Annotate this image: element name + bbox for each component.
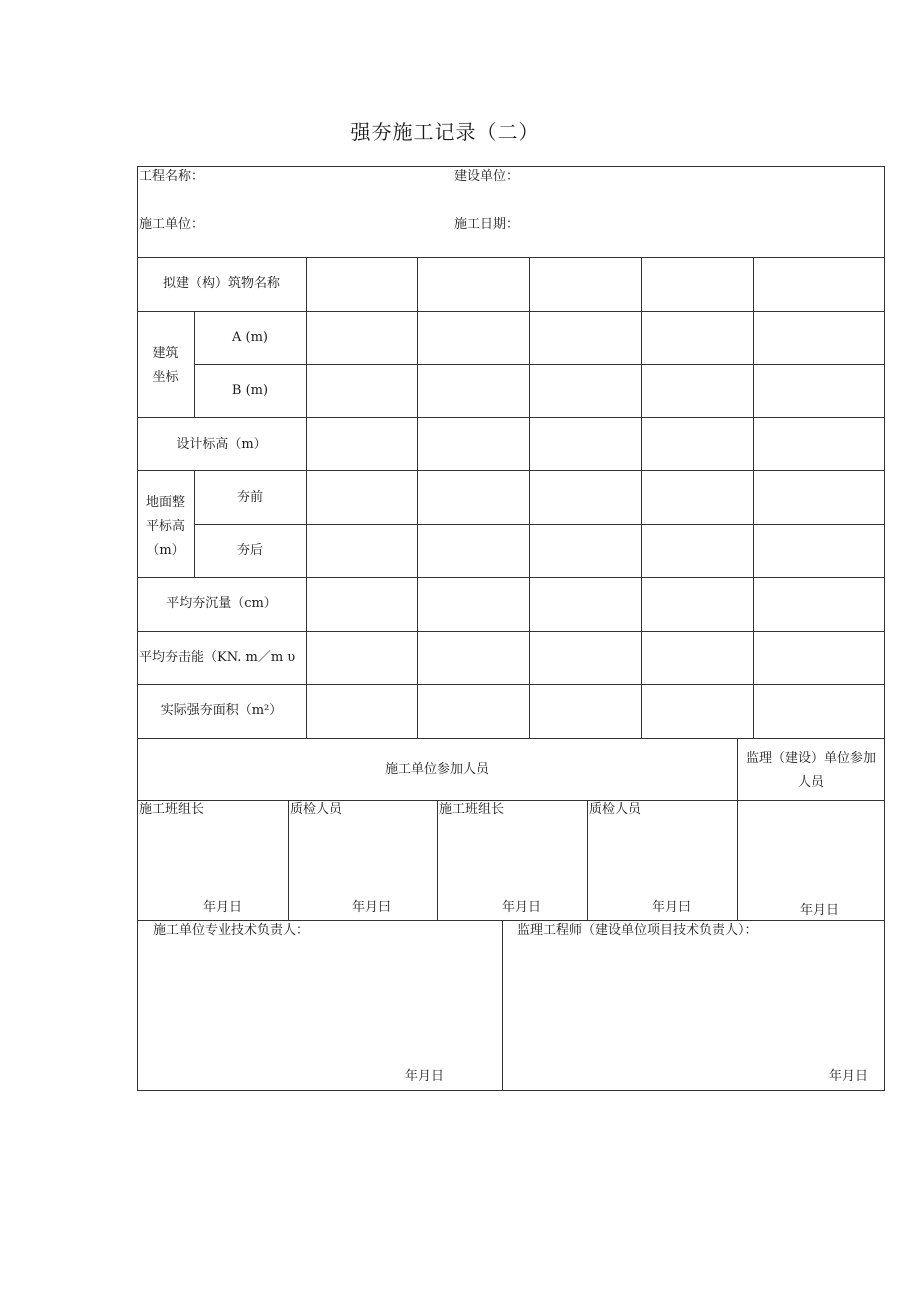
builder-unit-label: 施工单位： xyxy=(139,217,205,232)
record-form-frame xyxy=(137,166,885,1091)
divider xyxy=(137,577,885,578)
ground-label-line3: （m） xyxy=(146,543,185,558)
date-field: 年月日 xyxy=(203,900,243,915)
project-name-label: 工程名称： xyxy=(139,169,205,184)
divider xyxy=(641,257,642,738)
divider xyxy=(137,920,885,921)
construction-date-label: 施工日期： xyxy=(454,217,520,232)
divider xyxy=(194,311,195,417)
ground-label-line2: 平标高 xyxy=(145,519,185,534)
role-team-leader: 施工班组长 xyxy=(139,802,205,817)
divider xyxy=(529,257,530,738)
divider xyxy=(137,800,885,801)
coord-b-label: B (m) xyxy=(231,383,269,398)
divider xyxy=(753,257,754,738)
before-tamp-label: 夯前 xyxy=(236,490,263,505)
date-field: 年月日 xyxy=(502,900,542,915)
divider xyxy=(137,257,885,258)
date-field: 年月日 xyxy=(800,903,840,918)
divider xyxy=(137,631,885,632)
construction-unit-label: 建设单位： xyxy=(454,169,520,184)
date-field: 年月曰 xyxy=(352,900,392,915)
design-elevation-label: 设计标高（m） xyxy=(176,437,267,452)
divider xyxy=(137,684,885,685)
divider xyxy=(194,364,885,365)
ground-label-line1: 地面整 xyxy=(145,495,185,510)
divider xyxy=(288,800,289,920)
role-quality-inspector: 质检人员 xyxy=(290,802,343,817)
supervisor-personnel-header-line2: 人员 xyxy=(797,775,824,790)
tech-lead-signature-label: 施工单位专业技术负责人： xyxy=(153,923,310,938)
supervisor-date: 年月日 xyxy=(829,1069,869,1084)
coord-label-line1: 建筑 xyxy=(152,346,179,361)
actual-area-label: 实际强夯面积（m²） xyxy=(160,703,283,718)
supervisor-personnel-header-line1: 监理（建设）单位参加 xyxy=(745,751,876,766)
divider xyxy=(306,257,307,738)
divider xyxy=(437,800,438,920)
building-name-label: 拟建（构）筑物名称 xyxy=(162,276,280,291)
builder-personnel-header: 施工单位参加人员 xyxy=(384,762,489,777)
divider xyxy=(417,257,418,738)
supervisor-signature-label: 监理工程师（建设单位项目技术负责人）： xyxy=(517,923,758,938)
date-field: 年月曰 xyxy=(652,900,692,915)
divider xyxy=(194,524,885,525)
page-title: 强夯施工记录（二） xyxy=(350,120,540,144)
role-quality-inspector: 质检人员 xyxy=(589,802,642,817)
divider xyxy=(587,800,588,920)
coord-a-label: A (m) xyxy=(232,330,268,345)
divider xyxy=(502,920,503,1091)
tech-lead-date: 年月日 xyxy=(405,1069,445,1084)
avg-settlement-label: 平均夯沉量（cm） xyxy=(166,596,277,611)
avg-energy-label: 平均夯击能（KN. m／m υ xyxy=(139,650,296,665)
divider xyxy=(137,738,885,739)
divider xyxy=(137,417,885,418)
divider xyxy=(137,311,885,312)
divider xyxy=(194,470,195,577)
role-team-leader: 施工班组长 xyxy=(439,802,505,817)
after-tamp-label: 夯后 xyxy=(236,543,263,558)
divider xyxy=(137,470,885,471)
coord-label-line2: 坐标 xyxy=(152,370,179,385)
